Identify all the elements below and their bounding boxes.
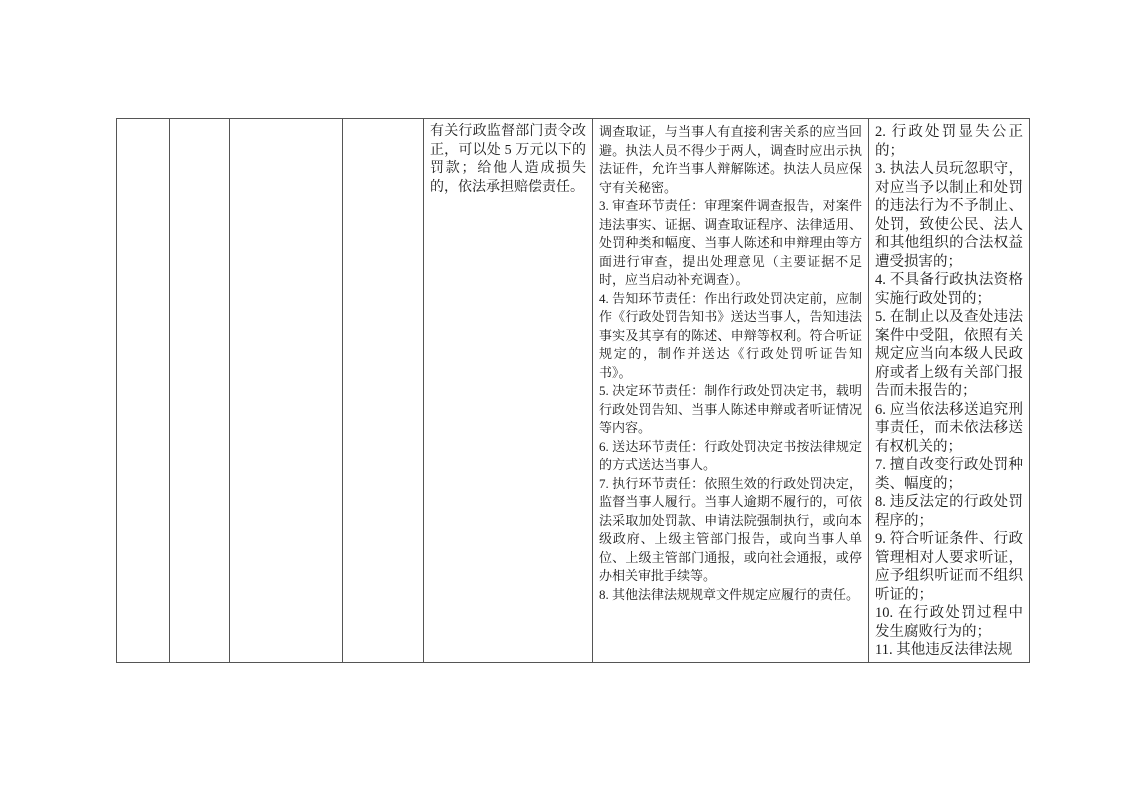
responsibility-table <box>116 118 1030 663</box>
empty-cell-1 <box>117 119 170 662</box>
accountability-item: 2. 行政处罚显失公正的； <box>875 124 1023 159</box>
duty-paragraph: 5. 决定环节责任：制作行政处罚决定书，载明行政处罚告知、当事人陈述申辩或者听证情况等内容。 <box>599 383 862 435</box>
accountability-item: 8. 违反法定的行政处罚程序的； <box>875 494 1023 529</box>
penalty-basis-cell <box>424 119 593 662</box>
accountability-item: 3. 执法人员玩忽职守，对应当予以制止和处罚的违法行为不予制止、处罚，致使公民、法人和其他组织的合法权益遭受损害的； <box>875 161 1023 270</box>
accountability-cell <box>869 119 1029 662</box>
accountability-item: 4. 不具备行政执法资格实施行政处罚的； <box>875 272 1023 307</box>
accountability-item: 10. 在行政处罚过程中发生腐败行为的； <box>875 605 1023 640</box>
accountability-item: 9. 符合听证条件、行政管理相对人要求听证，应予组织听证而不组织听证的； <box>875 531 1023 603</box>
enforcement-duty-cell <box>593 119 869 662</box>
accountability-item: 11. 其他违反法律法规 <box>875 642 1013 658</box>
penalty-basis-text: 有关行政监督部门责令改正，可以处 5 万元以下的罚款；给他人造成损失的，依法承担赔偿责任。 <box>430 124 586 195</box>
accountability-item: 7. 擅自改变行政处罚种类、幅度的； <box>875 457 1023 492</box>
duty-paragraph: 3. 审查环节责任：审理案件调查报告，对案件违法事实、证据、调查取证程序、法律适用、处罚种类和幅度、当事人陈述和申辩理由等方面进行审查，提出处理意见（主要证据不足时，应当启动补充调查）。 <box>599 198 862 287</box>
duty-paragraph: 7. 执行环节责任：依照生效的行政处罚决定，监督当事人履行。当事人逾期不履行的，可依法采取加处罚款、申请法院强制执行，或向本级政府、上级主管部门报告，或向当事人单位、上级主管部门通报，或向社会通报，或停办相关审批手续等。 <box>599 475 862 583</box>
duty-paragraph: 8. 其他法律法规规章文件规定应履行的责任。 <box>599 586 860 602</box>
accountability-item: 5. 在制止以及查处违法案件中受阻，依照有关规定应当向本级人民政府或者上级有关部门报告而未报告的； <box>875 309 1023 399</box>
accountability-item: 6. 应当依法移送追究刑事责任，而未依法移送有权机关的； <box>875 401 1023 455</box>
empty-cell-4 <box>343 119 424 662</box>
duty-paragraph: 4. 告知环节责任：作出行政处罚决定前，应制作《行政处罚告知书》送达当事人，告知违法事实及其享有的陈述、申辩等权利。符合听证规定的，制作并送达《行政处罚听证告知书》。 <box>599 290 862 380</box>
duty-paragraph: 调查取证，与当事人有直接利害关系的应当回避。执法人员不得少于两人，调查时应出示执法证件，允许当事人辩解陈述。执法人员应保守有关秘密。 <box>599 124 862 195</box>
empty-cell-3 <box>230 119 343 662</box>
empty-cell-2 <box>170 119 230 662</box>
duty-paragraph: 6. 送达环节责任：行政处罚决定书按法律规定的方式送达当事人。 <box>599 438 862 472</box>
